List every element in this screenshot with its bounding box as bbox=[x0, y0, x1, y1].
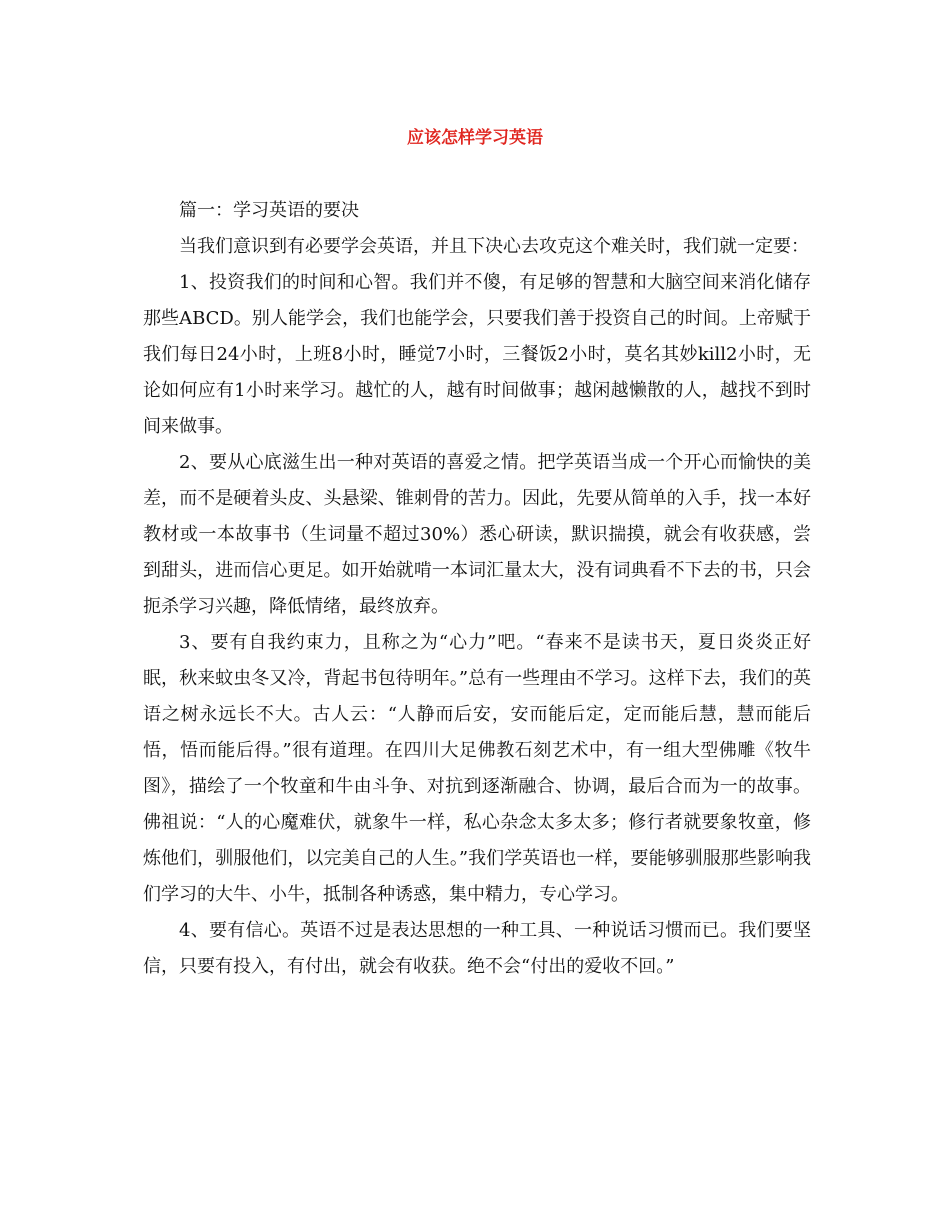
document-title: 应该怎样学习英语 bbox=[407, 128, 543, 148]
intro-paragraph: 当我们意识到有必要学会英语，并且下决心去攻克这个难关时，我们就一定要： bbox=[179, 236, 809, 257]
point-4-paragraph: 4、要有信心。英语不过是表达思想的一种工具、一种说话习惯而已。我们要坚信，只要有投入，有付出，就会有收获。绝不会“付出的爱收不回。” bbox=[143, 920, 811, 977]
section-heading: 篇一：学习英语的要决 bbox=[179, 200, 359, 221]
point-1-paragraph: 1、投资我们的时间和心智。我们并不傻，有足够的智慧和大脑空间来消化储存那些ABCD。别人能学会，我们也能学会，只要我们善于投资自己的时间。上帝赋于我们每日24小时，上班8小时，睡觉7小时，三餐饭2小时，莫名其妙kill2小时，无论如何应有1小时来学习。越忙的人，越有时间做事；越闲越懒散的人，越找不到时间来做事。 bbox=[143, 272, 811, 437]
point-2-paragraph: 2、要从心底滋生出一种对英语的喜爱之情。把学英语当成一个开心而愉快的美差，而不是硬着头皮、头悬梁、锥刺骨的苦力。因此，先要从简单的入手，找一本好教材或一本故事书（生词量不超过30%）悉心研读，默识揣摸，就会有收获感，尝到甜头，进而信心更足。如开始就啃一本词汇量太大，没有词典看不下去的书，只会扼杀学习兴趣，降低情绪，最终放弃。 bbox=[143, 452, 811, 617]
document-body bbox=[143, 193, 811, 985]
point-3-paragraph: 3、要有自我约束力，且称之为“心力”吧。“春来不是读书天，夏日炎炎正好眠，秋来蚊虫冬又冷，背起书包待明年。”总有一些理由不学习。这样下去，我们的英语之树永远长不大。古人云：“人静而后安，安而能后定，定而能后慧，慧而能后悟，悟而能后得。”很有道理。在四川大足佛教石刻艺术中，有一组大型佛雕《牧牛图》，描绘了一个牧童和牛由斗争、对抗到逐渐融合、协调，最后合而为一的故事。佛祖说：“人的心魔难伏，就象牛一样，私心杂念太多太多；修行者就要象牧童，修炼他们，驯服他们，以完美自己的人生。”我们学英语也一样，要能够驯服那些影响我们学习的大牛、小牛，抵制各种诱惑，集中精力，专心学习。 bbox=[143, 632, 811, 905]
